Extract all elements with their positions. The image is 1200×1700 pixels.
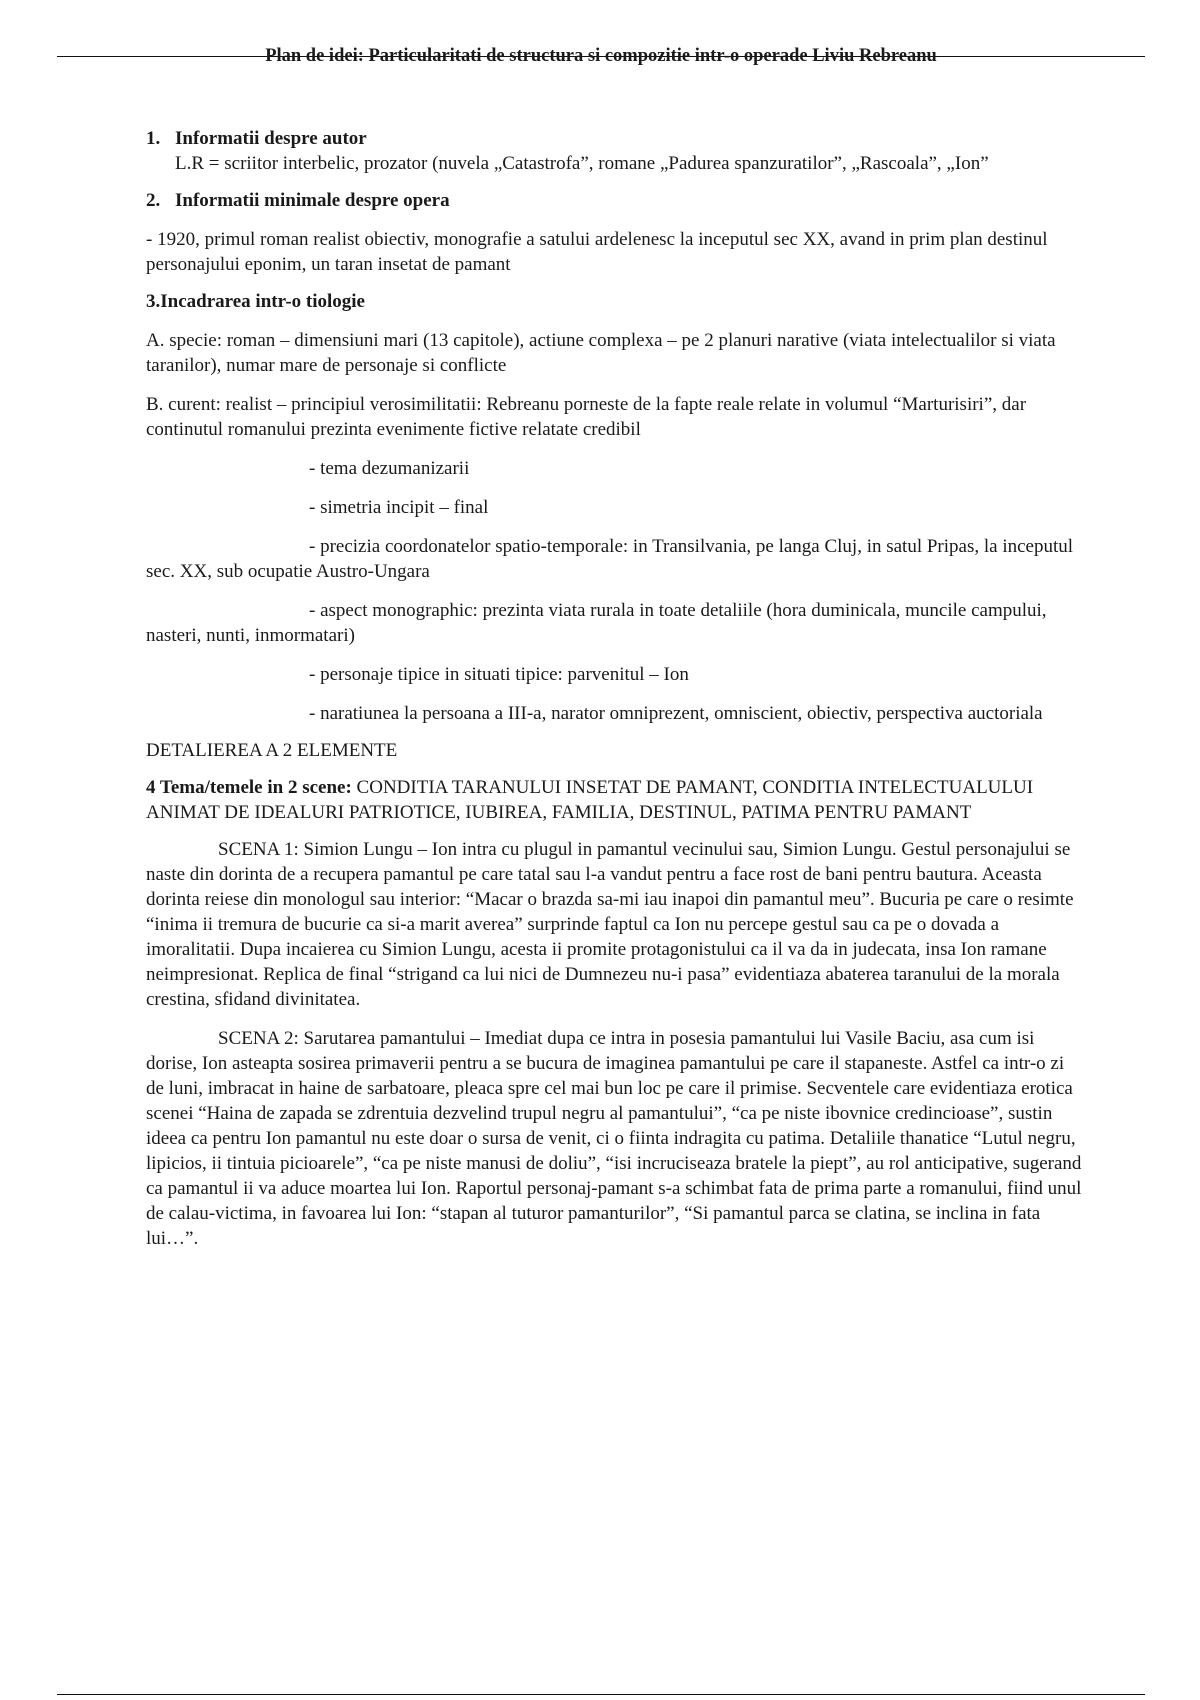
section-3-curent: B. curent: realist – principiul verosimilitatii: Rebreanu porneste de la fapte reale relate in volumul “Marturisiri”, dar continutul romanului prezinta evenimente fictive relatate credibil bbox=[146, 394, 1027, 440]
section-1-title: Informatii despre autor bbox=[175, 128, 367, 149]
point-item: - personaje tipice in situati tipice: parvenitul – Ion bbox=[309, 664, 689, 685]
document-body bbox=[146, 126, 1086, 1251]
section-1-number: 1. bbox=[146, 128, 161, 149]
scene-1-paragraph: SCENA 1: Simion Lungu – Ion intra cu plugul in pamantul vecinului sau, Simion Lungu. Gestul personajului se naste din dorinta de a recupera pamantul pe care tatal sau l-a vandut pentru a face rost de bani pentru bautura. Aceasta dorinta reiese din monologul sau interior: “Macar o brazda sa-mi iau inapoi din pamantul meu”. Bucuria pe care o resimte “inima ii tremura de bucurie ca si-a marit averea” surprinde faptul ca Ion nu percepe gestul sau ca pe o dovada a imoralitatii. Dupa incaierea cu Simion Lungu, acesta ii promite protagonistului ca il va da in judecata, insa Ion ramane neimpresionat. Replica de final “strigand ca lui nici de Dumnezeu nu-i pasa” evidentiaza abaterea taranului de la morala crestina, sfidand divinitatea. bbox=[146, 839, 1074, 1010]
section-2-heading bbox=[146, 188, 1086, 213]
scene-2-paragraph: SCENA 2: Sarutarea pamantului – Imediat dupa ce intra in posesia pamantului lui Vasile Baciu, asa cum isi dorise, Ion asteapta sosirea primaverii pentru a se bucura de imaginea pamantului pe care il stapaneste. Astfel ca intr-o zi de luni, imbracat in haine de sarbatoare, pleaca spre cel mai bun loc pe care il primise. Secventele care evidentiaza erotica scenei “Haina de zapada se zdrentuia dezvelind trupul negru al pamantului”, “ca pe niste ibovnice credincioase”, sustin ideea ca pentru Ion pamantul nu este doar o sursa de venit, ci o fiinta indragita cu patima. Detaliile thanatice “Lutul negru, lipicios, ii tintuia picioarele”, “ca pe niste manusi de doliu”, “isi incruciseaza bratele la piept”, au rol anticipative, sugerand ca pamantul ii va aduce moartea lui Ion. Raportul personaj-pamant s-a schimbat fata de prima parte a romanului, fiind unul de calau-victima, in favoarea lui Ion: “stapan al tuturor pamanturilor”, “Si pamantul parca se clatina, se inclina in fata lui…”. bbox=[146, 1028, 1082, 1249]
page-title-bar bbox=[57, 43, 1145, 69]
section-1-heading bbox=[146, 126, 1086, 151]
point-item: - naratiunea la persoana a III-a, narator omniprezent, omniscient, obiectiv, perspectiva auctoriala bbox=[309, 703, 1043, 724]
page-title: Plan de idei: Particularitati de structura si compozitie intr-o operade Liviu Rebreanu bbox=[265, 46, 937, 66]
section-4-paragraph bbox=[146, 775, 1086, 825]
section-2-text: - 1920, primul roman realist obiectiv, monografie a satului ardelenesc la inceputul sec XX, avand in prim plan destinul personajului eponim, un taran insetat de pamant bbox=[146, 229, 1048, 275]
detail-heading: DETALIEREA A 2 ELEMENTE bbox=[146, 740, 398, 761]
section-3-heading: 3.Incadrarea intr-o tiologie bbox=[146, 291, 365, 312]
section-4-text: CONDITIA TARANULUI INSETAT DE PAMANT, CONDITIA INTELECTUALULUI ANIMAT DE IDEALURI PATRIOTICE, IUBIREA, FAMILIA, DESTINUL, PATIMA PENTRU PAMANT bbox=[146, 777, 1034, 823]
footer-line bbox=[57, 1694, 1145, 1695]
section-3-specie: A. specie: roman – dimensiuni mari (13 capitole), actiune complexa – pe 2 planuri narative (viata intelectualilor si viata taranilor), numar mare de personaje si conflicte bbox=[146, 330, 1056, 376]
point-item: - tema dezumanizarii bbox=[309, 458, 470, 479]
section-1-text: L.R = scriitor interbelic, prozator (nuvela „Catastrofa”, romane „Padurea spanzuratilor”, „Rascoala”, „Ion” bbox=[175, 153, 989, 174]
point-item: - precizia coordonatelor spatio-temporale: in Transilvania, pe langa Cluj, in satul Pripas, la inceputul sec. XX, sub ocupatie Austro-Ungara bbox=[146, 536, 1074, 582]
point-item: - aspect monographic: prezinta viata rurala in toate detaliile (hora duminicala, muncile campului, nasteri, nunti, inmormatari) bbox=[146, 600, 1047, 646]
section-2-number: 2. bbox=[146, 190, 161, 211]
section-2-title: Informatii minimale despre opera bbox=[175, 190, 450, 211]
section-4-label: 4 Tema/temele in 2 scene: bbox=[146, 777, 352, 798]
point-item: - simetria incipit – final bbox=[309, 497, 489, 518]
